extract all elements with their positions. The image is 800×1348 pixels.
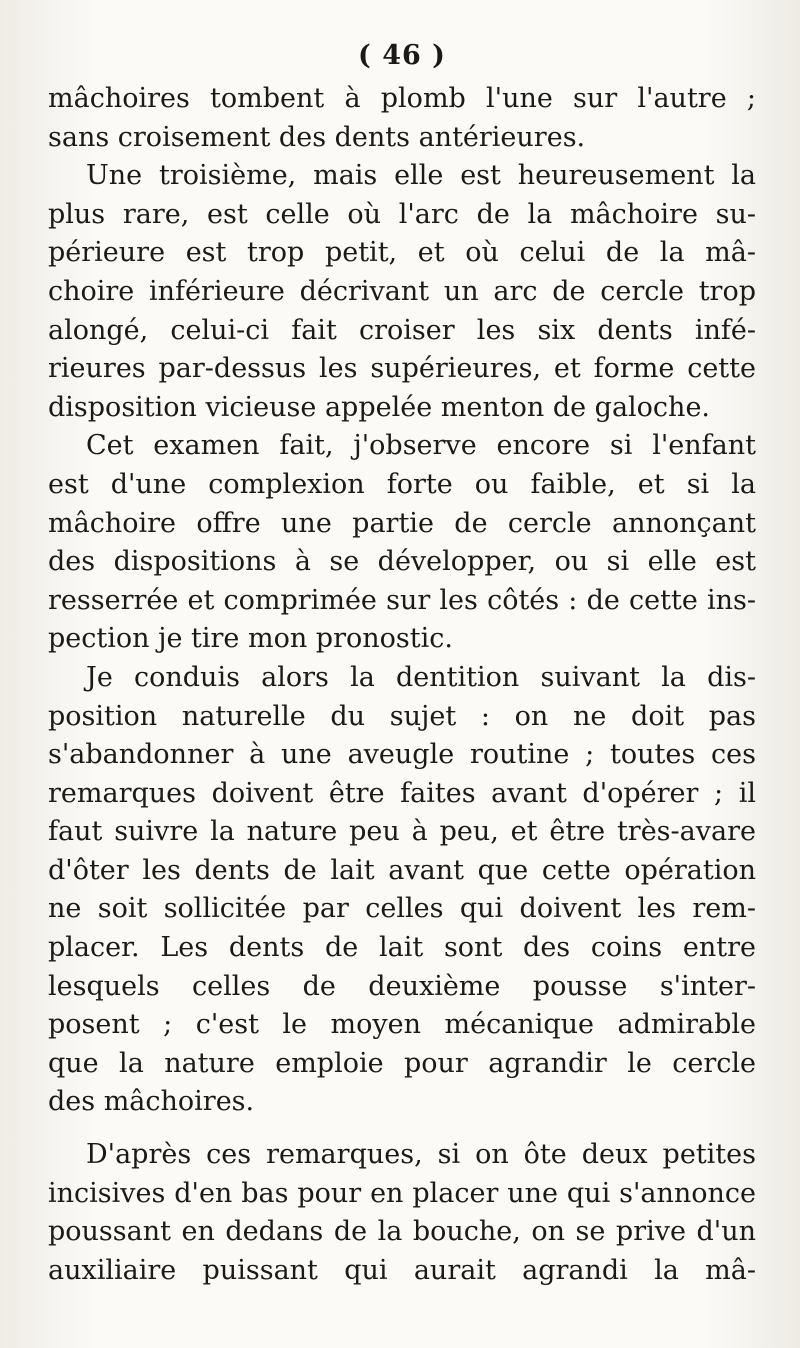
text-line: plus rare, est celle où l'arc de la mâchoire su- xyxy=(48,198,756,230)
page-body-text xyxy=(48,80,756,1290)
text-line: ne soit sollicitée par celles qui doivent les rem- xyxy=(48,893,756,925)
text-line: est d'une complexion forte ou faible, et si la xyxy=(48,468,756,500)
text-line: Je conduis alors la dentition suivant la dis- xyxy=(86,661,756,693)
text-line: posent ; c'est le moyen mécanique admirable xyxy=(48,1009,756,1041)
text-line: faut suivre la nature peu à peu, et être très-avare xyxy=(48,816,756,848)
text-line: d'ôter les dents de lait avant que cette opération xyxy=(48,854,756,886)
text-line: position naturelle du sujet : on ne doit pas xyxy=(48,700,756,732)
paragraph-gap xyxy=(48,1122,756,1136)
text-line: s'abandonner à une aveugle routine ; toutes ces xyxy=(48,739,756,771)
text-line: pection je tire mon pronostic. xyxy=(48,623,453,655)
text-line: que la nature emploie pour agrandir le cercle xyxy=(48,1047,756,1079)
text-line: resserrée et comprimée sur les côtés : de cette ins- xyxy=(48,584,756,616)
text-line: D'après ces remarques, si on ôte deux petites xyxy=(86,1139,756,1171)
text-line: remarques doivent être faites avant d'opérer ; il xyxy=(48,777,756,809)
text-line: disposition vicieuse appelée menton de galoche. xyxy=(48,391,711,423)
text-line: Cet examen fait, j'observe encore si l'enfant xyxy=(86,430,756,462)
text-line: incisives d'en bas pour en placer une qui s'annonce xyxy=(48,1177,756,1209)
text-line: mâchoire offre une partie de cercle annonçant xyxy=(48,507,756,539)
text-line: Une troisième, mais elle est heureusement la xyxy=(86,160,756,192)
text-line: sans croisement des dents antérieures. xyxy=(48,121,586,153)
text-line: placer. Les dents de lait sont des coins entre xyxy=(48,932,756,964)
text-line: poussant en dedans de la bouche, on se prive d'un xyxy=(48,1216,756,1248)
text-line: périeure est trop petit, et où celui de la mâ- xyxy=(48,237,756,269)
text-line: lesquels celles de deuxième pousse s'inter- xyxy=(48,970,756,1002)
text-line: alongé, celui-ci fait croiser les six dents infé- xyxy=(48,314,756,346)
text-line: des dispositions à se développer, ou si elle est xyxy=(48,546,756,578)
page-number: ( 46 ) xyxy=(358,40,446,71)
text-line: choire inférieure décrivant un arc de cercle trop xyxy=(48,275,756,307)
text-line: des mâchoires. xyxy=(48,1086,255,1118)
text-line: auxiliaire puissant qui aurait agrandi la mâ- xyxy=(48,1254,756,1286)
text-line: mâchoires tombent à plomb l'une sur l'autre ; xyxy=(48,83,756,114)
text-line: rieures par-dessus les supérieures, et forme cette xyxy=(48,353,756,385)
